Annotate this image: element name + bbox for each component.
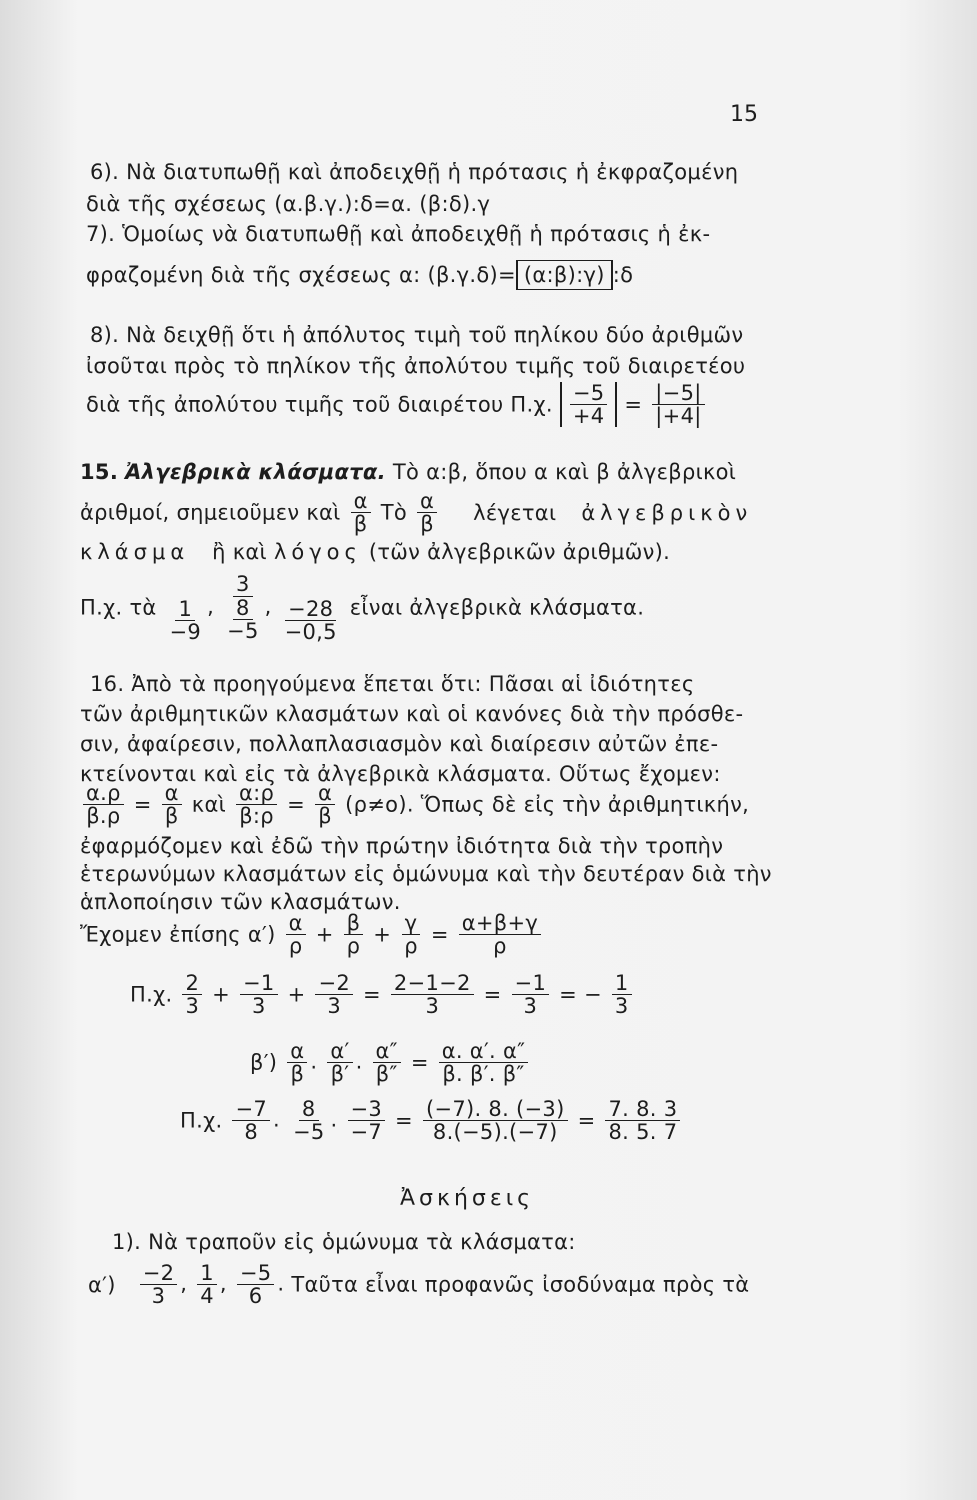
sum-rule <box>80 912 544 957</box>
sec15-line3-b: ἢ καὶ <box>212 540 267 564</box>
sec15-line3-c: (τῶν ἀλγεβρικῶν ἀριθμῶν). <box>368 540 671 564</box>
item7-line2-text: φραζομένη διὰ τῆς σχέσεως α: (β.γ.δ)= <box>86 263 516 287</box>
sum-ex-eq1: = <box>363 982 381 1007</box>
sec15-f1-den: β <box>353 512 368 537</box>
product-frac1 <box>287 1040 307 1085</box>
sec15-ex-frac1 <box>167 598 205 643</box>
sec16-line1: 16. Ἀπὸ τὰ προηγούμενα ἕπεται ὅτι: Πᾶσαι αἱ ἰδιότητες <box>90 672 695 696</box>
product-ex-f2-den: −5 <box>292 1120 325 1145</box>
exercises-label: α′) <box>88 1272 116 1297</box>
sec15-line3 <box>80 540 670 564</box>
item8-fraction <box>570 382 608 427</box>
sum-f3-num: γ <box>402 912 421 935</box>
product-f3-num: α″ <box>373 1040 401 1063</box>
item8-abs-fraction <box>560 382 618 427</box>
sec15-ex3-num: −28 <box>285 598 336 621</box>
item8-a-den: |+4| <box>655 404 702 429</box>
sec15-text1: Τὸ α:β, ὅπου α καὶ β ἀλγεβρικοὶ <box>392 460 737 484</box>
sum-label: Ἔχομεν ἐπίσης α′) <box>80 922 276 947</box>
exercises-f1-num: −2 <box>140 1262 178 1285</box>
sec15-frac1 <box>351 490 371 535</box>
sec16-eq1-lhs <box>83 782 124 827</box>
sum-ex-f2-num: −1 <box>240 972 278 995</box>
sec16-eq1-den: β.ρ <box>86 804 121 829</box>
product-ex-f1-num: −7 <box>232 1098 270 1121</box>
product-r-num: α. α′. α″ <box>439 1040 529 1063</box>
exercises-title: Ἀσκήσεις <box>400 1186 535 1211</box>
exercises-f1-den: 3 <box>151 1284 166 1309</box>
sec15-term1: ἀλγεβρικὸν <box>581 500 753 525</box>
sum-result <box>459 912 541 957</box>
sec16-eq2-num: α:ρ <box>236 782 277 805</box>
item6-line2: διὰ τῆς σχέσεως (α.β.γ.):δ=α. (β:δ).γ <box>86 192 491 216</box>
sec15-line2-c: λέγεται <box>473 500 557 525</box>
sec15-frac2 <box>417 490 437 535</box>
sec16-line7: ἑτερωνύμων κλασμάτων εἰς ὁμώνυμα καὶ τὴν δευτέραν διὰ τὴν <box>80 862 772 886</box>
product-rule: β′) $\frac{\alpha}{\beta}$ . $\frac{\alpha'}{\beta'}$ . $\frac{\alpha''}{\beta''}$ = $\frac{\alpha. \alpha'. \alpha''}{\beta. \beta'. \beta''}$ <box>250 1040 531 1085</box>
sum-equals: = <box>430 922 449 947</box>
product-ex-eq2: = <box>577 1108 596 1133</box>
sec16-eq2-rnum: α <box>315 782 335 805</box>
sum-ex-frac1 <box>182 972 202 1017</box>
product-ex-f4-den: 8.(−5).(−7) <box>432 1120 558 1145</box>
product-frac3 <box>373 1040 401 1085</box>
product-ex-f3-num: −3 <box>348 1098 386 1121</box>
product-ex-f5-num: 7. 8. 3 <box>605 1098 680 1121</box>
exercises-frac2 <box>197 1262 217 1307</box>
sum-ex-f5-num: −1 <box>512 972 550 995</box>
item8-f-den: +4 <box>572 404 605 429</box>
sum-f3-den: ρ <box>404 934 418 959</box>
sec15-term3: λόγος <box>273 540 362 564</box>
exercises-line2: α′) $\frac{-2}{3}$ , $\frac{1}{4}$ , $\frac{-5}{6}$ . Ταῦτα εἶναι προφανῶς ἰσοδύναμα πρὸς τὰ <box>88 1261 750 1309</box>
sum-frac3 <box>401 912 421 957</box>
item6-line1: 6). Νὰ διατυπωθῇ καὶ ἀποδειχθῇ ἡ πρότασις ἡ ἐκφραζομένη <box>90 160 739 184</box>
product-label: β′) <box>250 1050 278 1075</box>
sum-ex-f6-den: 3 <box>614 994 629 1019</box>
sum-plus1: + <box>315 922 334 947</box>
sum-ex-f1-num: 2 <box>182 972 202 995</box>
sum-ex-f2-den: 3 <box>251 994 266 1019</box>
sec15-ex-frac2 <box>224 573 262 641</box>
item8-line2: ἰσοῦται πρὸς τὸ πηλίκον τῆς ἀπολύτου τιμῆς τοῦ διαιρετέου <box>86 354 746 378</box>
item7-line1: 7). Ὁμοίως νὰ διατυπωθῇ καὶ ἀποδειχθῇ ἡ πρότασις ἡ ἐκ- <box>86 222 711 246</box>
product-ex-f4-num: (−7). 8. (−3) <box>423 1098 568 1121</box>
sum-example <box>130 972 635 1017</box>
item8-a-num: |−5| <box>652 382 704 405</box>
sum-ex-label: Π.χ. <box>130 982 173 1007</box>
sec15-num: 15. <box>80 460 119 484</box>
sec15-f2-den: β <box>420 512 434 537</box>
sec16-eq2-lhs <box>236 782 277 827</box>
sec15-term2: κλάσμα <box>80 540 190 564</box>
sum-f2-num: β <box>344 912 364 935</box>
sum-ex-frac2 <box>240 972 278 1017</box>
item7-bracket: (α:β):γ) <box>516 260 613 290</box>
sec16-eq1-rnum: α <box>162 782 182 805</box>
exercises-frac1 <box>140 1262 178 1307</box>
sec16-line2: τῶν ἀριθμητικῶν κλασμάτων καὶ οἱ κανόνες διὰ τὴν πρόσθε- <box>80 702 744 726</box>
product-f1-den: β <box>290 1062 305 1087</box>
sum-ex-frac6 <box>612 972 632 1017</box>
sec15-line1 <box>80 460 736 484</box>
sum-r-den: ρ <box>493 934 507 959</box>
product-ex-frac4 <box>423 1098 568 1143</box>
sum-frac1 <box>286 912 306 957</box>
sum-ex-eq3: = − <box>559 982 602 1007</box>
exercises-tail: Ταῦτα εἶναι προφανῶς ἰσοδύναμα πρὸς τὰ <box>291 1272 750 1297</box>
sec15-ex1-num: 1 <box>175 598 195 621</box>
exercises-f2-den: 4 <box>200 1284 214 1309</box>
sum-ex-f5-den: 3 <box>523 994 538 1019</box>
page-number: 15 <box>730 102 758 127</box>
sum-r-num: α+β+γ <box>459 912 541 935</box>
sum-ex-f4-den: 3 <box>425 994 440 1019</box>
product-frac2 <box>327 1040 352 1085</box>
sum-ex-eq2: = <box>483 982 502 1007</box>
product-ex-frac2 <box>290 1098 328 1143</box>
sec15-ex2-den: −5 <box>227 618 259 643</box>
sec16-eq1-rden: β <box>164 804 179 829</box>
product-ex-f5-den: 8. 5. 7 <box>608 1120 678 1145</box>
product-example: Π.χ. $\frac{-7}{8}$ . $\frac{8}{-5}$ . $\frac{-3}{-7}$ = $\frac{(-7). 8. (-3)}{8.(-5).(-7)}$ = $\frac{7. 8. 3}{8. 5. 7}$ <box>180 1098 683 1143</box>
product-f2-num: α′ <box>327 1040 352 1063</box>
sum-ex-plus1: + <box>212 982 231 1007</box>
sec15-ex2-num: 8 <box>233 597 253 620</box>
item8-eq: = <box>624 392 643 417</box>
sec15-line2-a: ἀριθμοί, σημειοῦμεν καὶ <box>80 500 341 525</box>
sec16-eq1-sign: = <box>133 792 152 817</box>
sec15-ex-frac3 <box>282 598 340 643</box>
exercises-line1: 1). Νὰ τραποῦν εἰς ὁμώνυμα τὰ κλάσματα: <box>112 1230 576 1254</box>
sum-ex-frac4 <box>391 972 474 1017</box>
sec15-ex-label: Π.χ. τὰ <box>80 595 157 620</box>
item8-line3-text: διὰ τῆς ἀπολύτου τιμῆς τοῦ διαιρέτου Π.χ. <box>86 392 553 417</box>
sec16-line6: ἐφαρμόζομεν καὶ ἐδῶ τὴν πρώτην ἰδιότητα διὰ τὴν τροπὴν <box>80 834 724 858</box>
sum-frac2 <box>344 912 364 957</box>
sec15-f1-num: α <box>351 490 371 513</box>
sec16-eq2-den: β:ρ <box>239 804 274 829</box>
sec15-ex2-top: 3 <box>233 573 253 596</box>
product-ex-eq1: = <box>395 1108 413 1133</box>
sum-ex-f3-num: −2 <box>315 972 353 995</box>
sec16-eq2-rhs <box>315 782 335 827</box>
sum-f1-num: α <box>286 912 306 935</box>
sec15-ex1-den: −9 <box>169 620 202 645</box>
sum-ex-frac5 <box>512 972 550 1017</box>
product-f1-num: α <box>287 1040 307 1063</box>
sum-f2-den: ρ <box>346 934 361 959</box>
sec16-line8: ἁπλοποίησιν τῶν κλασμάτων. <box>80 890 401 914</box>
product-ex-f3-den: −7 <box>350 1120 383 1145</box>
item8-line1: 8). Νὰ δειχθῇ ὅτι ἡ ἀπόλυτος τιμὴ τοῦ πηλίκου δύο ἀριθμῶν <box>90 323 744 347</box>
product-ex-frac5 <box>605 1098 680 1143</box>
product-r-den: β. β′. β″ <box>442 1062 525 1087</box>
sum-ex-f4-num: 2−1−2 <box>391 972 474 995</box>
sec16-eq1-rhs <box>162 782 182 827</box>
sec16-line4: κτείνονται καὶ εἰς τὰ ἀλγεβρικὰ κλάσματα. Οὕτως ἔχομεν: <box>80 762 721 786</box>
sec15-ex3-den: −0,5 <box>284 620 337 645</box>
item7-line2 <box>86 260 633 290</box>
sec16-kai: καὶ <box>191 792 226 817</box>
sec16-eq2-rden: β <box>318 804 332 829</box>
item8-line3 <box>86 382 708 427</box>
sec15-examples: Π.χ. τὰ $\frac{1}{-9}$ , 3 8 −5 , $\frac{-28}{-0,5}$ εἶναι ἀλγεβρικὰ κλάσματα. <box>80 572 645 645</box>
sec15-line2-b: Τὸ <box>380 500 407 525</box>
product-ex-frac1 <box>232 1098 270 1143</box>
sum-ex-f3-den: 3 <box>327 994 342 1019</box>
item8-abs-ratio <box>652 382 704 427</box>
exercises-f3-den: 6 <box>248 1284 263 1309</box>
product-equals: = <box>410 1050 429 1075</box>
sec15-f2-num: α <box>417 490 437 513</box>
product-ex-f2-num: 8 <box>299 1098 319 1121</box>
product-ex-frac3 <box>348 1098 386 1143</box>
sum-ex-f6-num: 1 <box>612 972 632 995</box>
product-f2-den: β′ <box>330 1062 350 1087</box>
sec15-ex-tail: εἶναι ἀλγεβρικὰ κλάσματα. <box>349 595 645 620</box>
item8-f-num: −5 <box>570 382 608 405</box>
sum-ex-f1-den: 3 <box>185 994 200 1019</box>
sec16-eq2-sign: = <box>287 792 306 817</box>
product-f3-den: β″ <box>375 1062 398 1087</box>
sec16-line3: σιν, ἀφαίρεσιν, πολλαπλασιασμὸν καὶ διαίρεσιν αὐτῶν ἐπε- <box>80 732 719 756</box>
product-ex-f1-den: 8 <box>244 1120 259 1145</box>
sum-f1-den: ρ <box>288 934 303 959</box>
sec16-cond: (ρ≠ο). Ὅπως δὲ εἰς τὴν ἀριθμητικήν, <box>345 792 750 817</box>
sum-plus2: + <box>373 922 392 947</box>
exercises-f2-num: 1 <box>197 1262 217 1285</box>
product-result <box>439 1040 529 1085</box>
sum-ex-frac3 <box>315 972 353 1017</box>
sec16-eq1-num: α.ρ <box>83 782 124 805</box>
sec15-heading: Ἀλγεβρικὰ κλάσματα. <box>125 460 386 484</box>
exercises-frac3 <box>237 1262 275 1307</box>
product-ex-label: Π.χ. <box>180 1108 223 1133</box>
item7-line2-tail: :δ <box>612 263 634 287</box>
sec15-line2 <box>80 490 752 535</box>
sum-ex-plus2: + <box>287 982 306 1007</box>
exercises-f3-num: −5 <box>237 1262 275 1285</box>
sec16-line5 <box>80 782 749 827</box>
